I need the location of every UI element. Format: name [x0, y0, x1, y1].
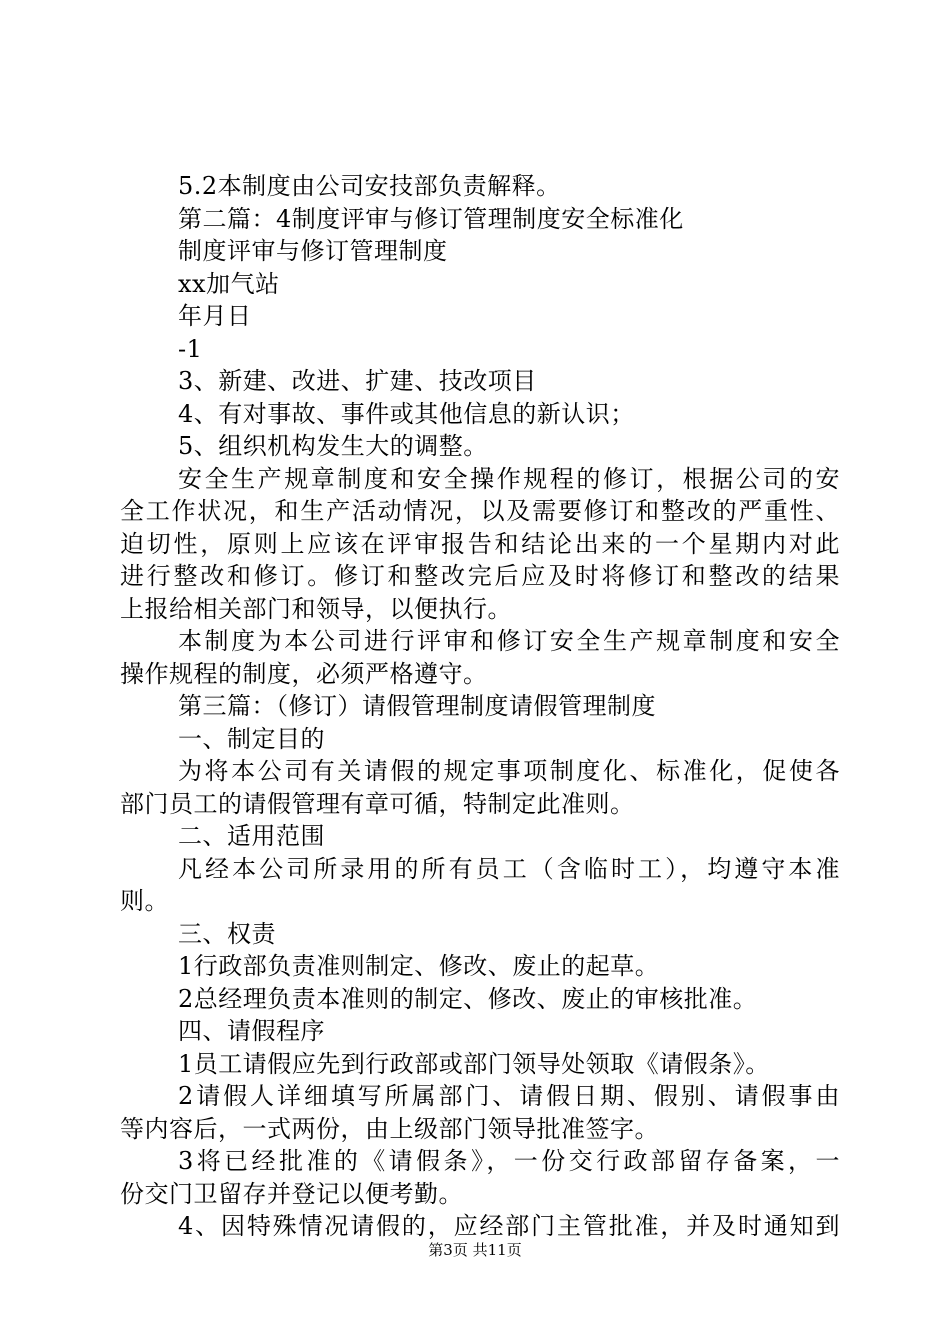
text-line: 5.2本制度由公司安技部负责解释。 — [178, 172, 561, 200]
list-item: 份交门卫留存并登记以便考勤。 — [120, 1179, 463, 1208]
subheading: 三、权责 — [178, 919, 276, 948]
list-item: 2总经理负责本准则的制定、修改、废止的审核批准。 — [178, 984, 758, 1013]
list-item: 4、因特殊情况请假的，应经部门主管批准，并及时通知到 — [178, 1212, 840, 1240]
paragraph-line: 操作规程的制度，必须严格遵守。 — [120, 659, 488, 688]
text-line: 年月日 — [178, 302, 252, 330]
list-item: 3、新建、改进、扩建、技改项目 — [178, 367, 537, 395]
list-item: 4、有对事故、事件或其他信息的新认识； — [178, 399, 635, 428]
subheading: 二、适用范围 — [178, 822, 325, 850]
list-item: 1行政部负责准则制定、修改、废止的起草。 — [178, 952, 660, 980]
list-item: 等内容后，一式两份，由上级部门领导批准签字。 — [120, 1114, 659, 1143]
paragraph-line: 进行整改和修订。修订和整改完后应及时将修订和整改的结果 — [120, 562, 840, 590]
paragraph-line: 则。 — [120, 887, 169, 915]
list-item: 1员工请假应先到行政部或部门领导处领取《请假条》。 — [178, 1049, 770, 1078]
list-item: 5、组织机构发生大的调整。 — [178, 432, 488, 460]
paragraph-line: 上报给相关部门和领导，以便执行。 — [120, 594, 512, 623]
text-line: -1 — [178, 334, 203, 363]
list-item: 3将已经批准的《请假条》，一份交行政部留存备案，一 — [178, 1147, 840, 1175]
section-heading: 第二篇：4制度评审与修订管理制度安全标准化 — [178, 204, 684, 233]
paragraph-line: 安全生产规章制度和安全操作规程的修订，根据公司的安 — [178, 464, 840, 493]
document-body — [120, 170, 840, 1243]
section-heading: 第三篇：（修订）请假管理制度请假管理制度 — [178, 692, 656, 720]
subheading: 四、请假程序 — [178, 1017, 325, 1045]
paragraph-line: 部门员工的请假管理有章可循，特制定此准则。 — [120, 789, 635, 818]
page-number-footer: 第3页 共11页 — [428, 1241, 522, 1259]
paragraph-line: 为将本公司有关请假的规定事项制度化、标准化，促使各 — [178, 757, 840, 785]
text-line: xx加气站 — [178, 269, 280, 298]
paragraph-line: 本制度为本公司进行评审和修订安全生产规章制度和安全 — [178, 627, 840, 655]
subheading: 一、制定目的 — [178, 724, 325, 753]
text-line: 制度评审与修订管理制度 — [178, 237, 448, 265]
paragraph-line: 凡经本公司所录用的所有员工（含临时工），均遵守本准 — [178, 854, 840, 883]
paragraph-line: 全工作状况，和生产活动情况，以及需要修订和整改的严重性、 — [120, 497, 840, 525]
paragraph-line: 迫切性，原则上应该在评审报告和结论出来的一个星期内对此 — [120, 529, 840, 558]
list-item: 2请假人详细填写所属部门、请假日期、假别、请假事由 — [178, 1082, 840, 1110]
